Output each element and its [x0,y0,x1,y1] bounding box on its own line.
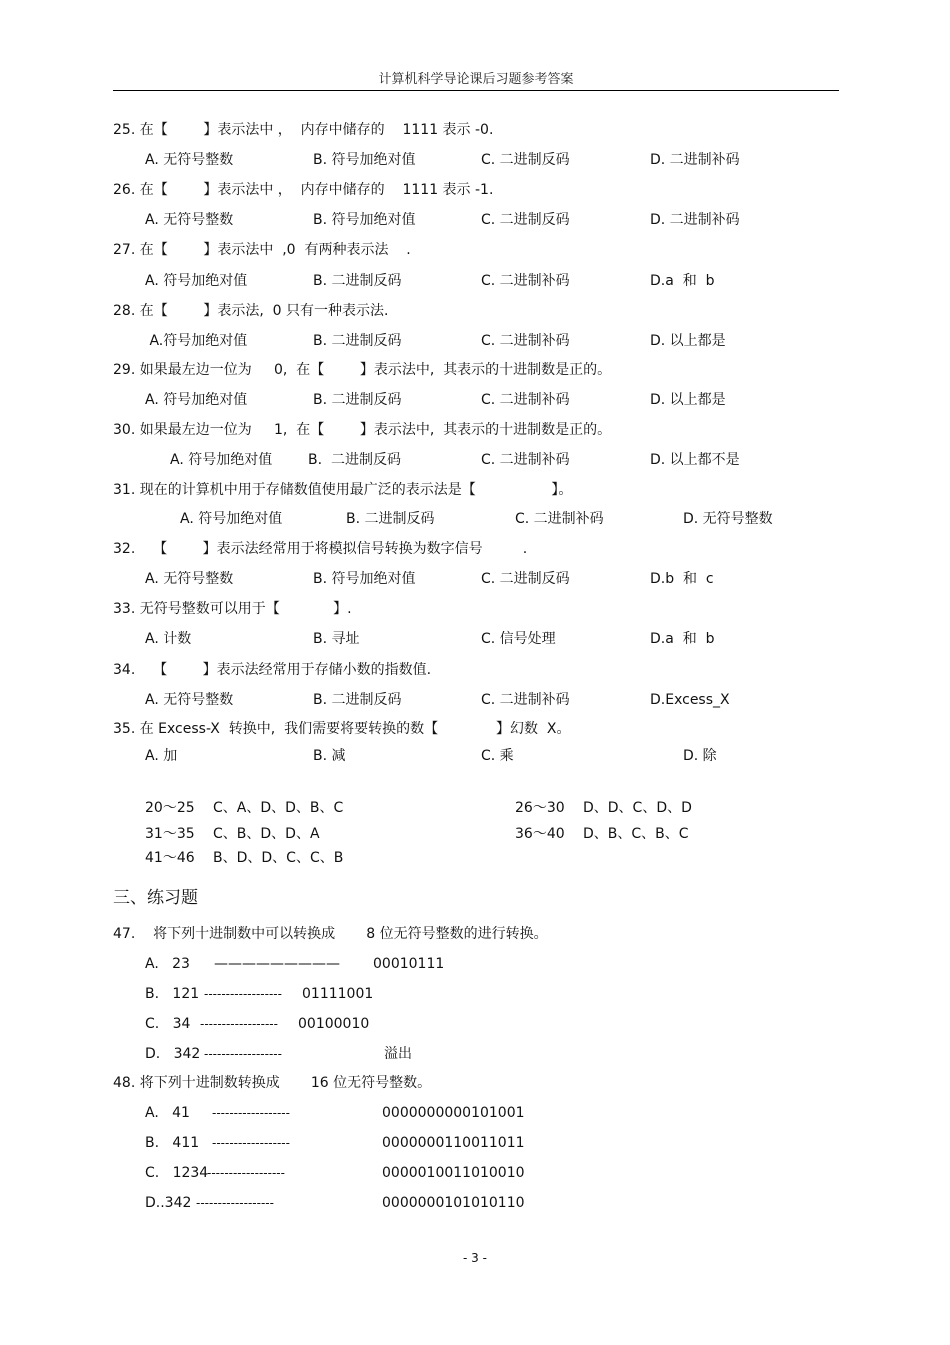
ex48-item-result: 0000000101010110 [382,1195,525,1211]
question-27: 27. 在【 】表示法中 ,0 有两种表示法 . [113,242,411,258]
ex47-item-result: 00100010 [298,1016,370,1032]
q35-option-b: B. 减 [313,748,346,764]
ex48-item-result: 0000000110011011 [382,1135,525,1151]
answer-values: D、B、C、B、C [583,826,689,842]
q27-option-a: A. 符号加绝对值 [145,273,248,289]
answer-values: C、A、D、D、B、C [213,800,344,816]
q33-option-a: A. 计数 [145,631,192,647]
ex47-item-dash: ------------------ [204,987,282,1001]
ex48-item-label: C. 1234 [145,1165,209,1181]
question-32: 32. 【 】表示法经常用于将模拟信号转换为数字信号 . [113,541,528,557]
q25-option-c: C. 二进制反码 [481,152,570,168]
ex48-item-dash: ------------------ [212,1136,290,1150]
question-35: 35. 在 Excess-X 转换中, 我们需要将要转换的数【 】幻数 X。 [113,721,571,737]
q28-option-c: C. 二进制补码 [481,333,570,349]
question-34: 34. 【 】表示法经常用于存储小数的指数值. [113,662,432,678]
q32-option-a: A. 无符号整数 [145,571,234,587]
question-31: 31. 现在的计算机中用于存储数值使用最广泛的表示法是【 】。 [113,482,573,498]
q25-option-a: A. 无符号整数 [145,152,234,168]
q26-option-d: D. 二进制补码 [650,212,740,228]
answer-range: 36～40 [515,826,565,842]
ex47-item-dash: ------------------ [204,1047,282,1061]
question-33: 33. 无符号整数可以用于【 】. [113,601,352,617]
ex48-item-dash: ------------------ [212,1106,290,1120]
q32-option-c: C. 二进制反码 [481,571,570,587]
q26-option-a: A. 无符号整数 [145,212,234,228]
q27-option-c: C. 二进制补码 [481,273,570,289]
q35-option-c: C. 乘 [481,748,514,764]
q35-option-d: D. 除 [683,748,717,764]
q25-option-d: D. 二进制补码 [650,152,740,168]
q29-option-c: C. 二进制补码 [481,392,570,408]
q33-option-c: C. 信号处理 [481,631,556,647]
ex47-item-label: C. 34 [145,1016,191,1032]
section-title: 三、练习题 [113,888,198,908]
page-header: 计算机科学导论课后习题参考答案 [378,72,574,87]
answer-range: 20～25 [145,800,195,816]
q32-option-d: D.b 和 c [650,571,714,587]
ex48-item-result: 0000000000101001 [382,1105,525,1121]
q30-option-d: D. 以上都不是 [650,452,740,468]
ex48-item-label: B. 411 [145,1135,200,1151]
ex48-item-label: A. 41 [145,1105,190,1121]
ex48-item-label: D..342 [145,1195,192,1211]
q34-option-c: C. 二进制补码 [481,692,570,708]
q28-option-b: B. 二进制反码 [313,333,402,349]
answer-values: B、D、D、C、C、B [213,850,344,866]
ex48-item-dash: ------------------ [207,1166,285,1180]
q26-option-b: B. 符号加绝对值 [313,212,416,228]
ex47-item-dash: ————————— [214,956,340,972]
q32-option-b: B. 符号加绝对值 [313,571,416,587]
ex47-item-result: 01111001 [302,986,374,1002]
ex47-item-dash: ------------------ [200,1017,278,1031]
answer-range: 26～30 [515,800,565,816]
q31-option-a: A. 符号加绝对值 [180,511,283,527]
q29-option-b: B. 二进制反码 [313,392,402,408]
q34-option-d: D.Excess_X [650,692,730,708]
q35-option-a: A. 加 [145,748,178,764]
question-29: 29. 如果最左边一位为 0, 在【 】表示法中, 其表示的十进制数是正的。 [113,362,612,378]
page-number: - 3 - [463,1251,487,1265]
header-rule [113,90,839,91]
answer-values: C、B、D、D、A [213,826,320,842]
q28-option-d: D. 以上都是 [650,333,726,349]
q29-option-d: D. 以上都是 [650,392,726,408]
q34-option-b: B. 二进制反码 [313,692,402,708]
answer-values: D、D、C、D、D [583,800,692,816]
q27-option-b: B. 二进制反码 [313,273,402,289]
question-26: 26. 在【 】表示法中 ， 内存中储存的 1111 表示 -1. [113,182,494,198]
q31-option-b: B. 二进制反码 [346,511,435,527]
q27-option-d: D.a 和 b [650,273,715,289]
ex48-item-dash: ------------------ [196,1196,274,1210]
q26-option-c: C. 二进制反码 [481,212,570,228]
ex47-item-label: A. 23 [145,956,190,972]
q30-option-a: A. 符号加绝对值 [170,452,273,468]
question-28: 28. 在【 】表示法, 0 只有一种表示法. [113,303,389,319]
ex47-item-result: 溢出 [384,1046,412,1062]
question-30: 30. 如果最左边一位为 1, 在【 】表示法中, 其表示的十进制数是正的。 [113,422,612,438]
ex47-item-result: 00010111 [373,956,445,972]
ex48-item-result: 0000010011010010 [382,1165,525,1181]
q34-option-a: A. 无符号整数 [145,692,234,708]
q33-option-d: D.a 和 b [650,631,715,647]
answer-range: 41～46 [145,850,195,866]
q30-option-c: C. 二进制补码 [481,452,570,468]
ex47-item-label: B. 121 [145,986,200,1002]
q29-option-a: A. 符号加绝对值 [145,392,248,408]
question-25: 25. 在【 】表示法中 ， 内存中储存的 1111 表示 -0. [113,122,494,138]
q31-option-c: C. 二进制补码 [515,511,604,527]
q33-option-b: B. 寻址 [313,631,360,647]
q25-option-b: B. 符号加绝对值 [313,152,416,168]
q31-option-d: D. 无符号整数 [683,511,773,527]
exercise-48: 48. 将下列十进制数转换成 16 位无符号整数。 [113,1075,432,1091]
ex47-item-label: D. 342 [145,1046,201,1062]
q28-option-a: A.符号加绝对值 [145,333,248,349]
q30-option-b: B. 二进制反码 [308,452,401,468]
exercise-47: 47. 将下列十进制数中可以转换成 8 位无符号整数的进行转换。 [113,926,548,942]
answer-range: 31～35 [145,826,195,842]
